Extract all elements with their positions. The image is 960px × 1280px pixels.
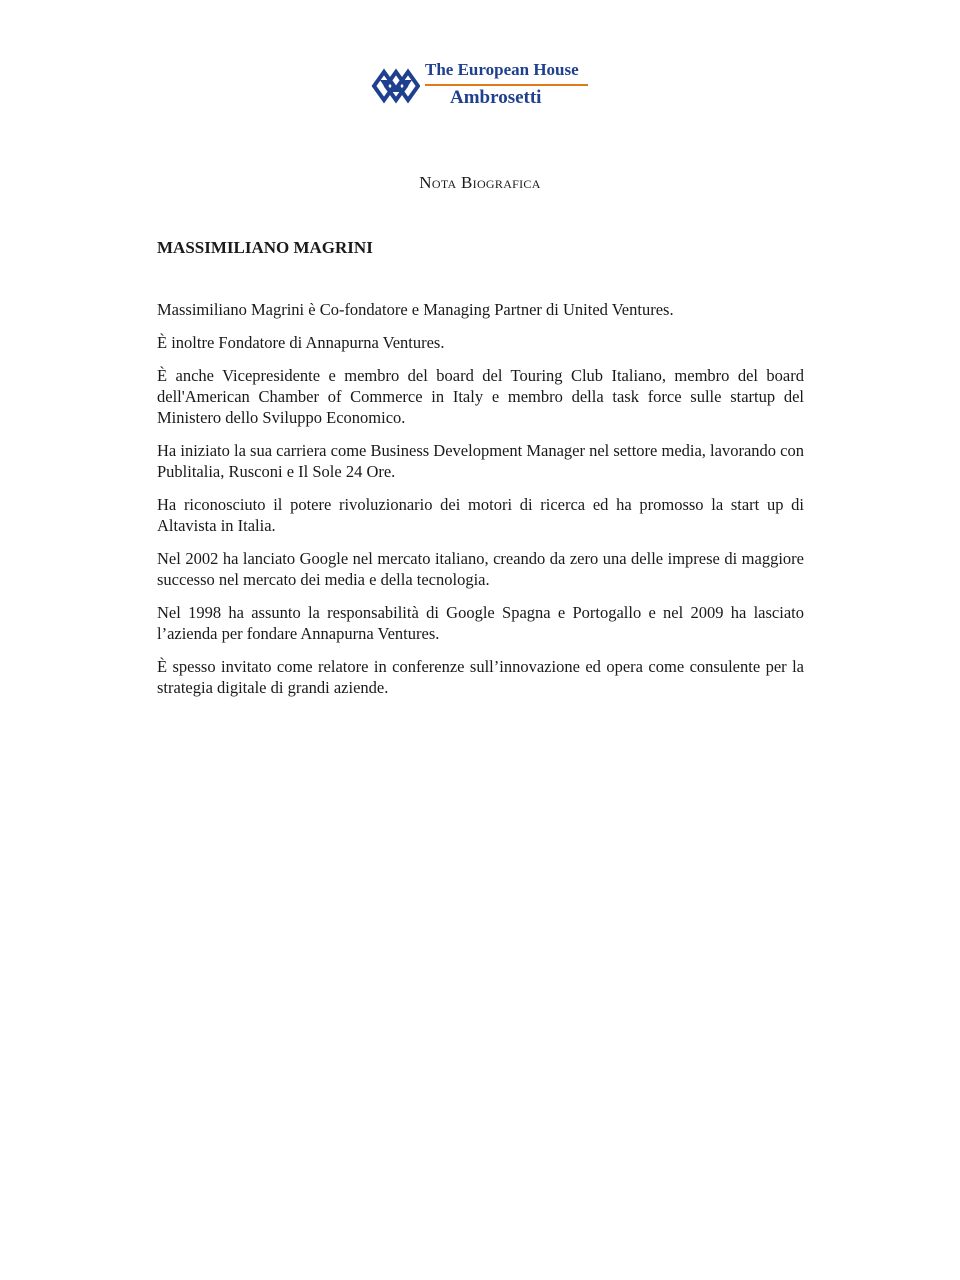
logo-divider (425, 84, 588, 86)
bio-paragraph: Nel 1998 ha assunto la responsabilità di Google Spagna e Portogallo e nel 2009 ha lasciato l’azienda per fondare Annapurna Ventures. (157, 603, 804, 643)
document-title: Nota Biografica (419, 173, 541, 192)
bio-paragraph: Massimiliano Magrini è Co-fondatore e Managing Partner di United Ventures. (157, 300, 674, 319)
company-logo (370, 60, 600, 116)
person-name-heading: MASSIMILIANO MAGRINI (157, 238, 373, 257)
bio-paragraph: È anche Vicepresidente e membro del board del Touring Club Italiano, membro del board dell'American Chamber of Commerce in Italy e membro della task force sulle startup del Ministero dello Sviluppo Economico. (157, 366, 804, 427)
bio-paragraph: Nel 2002 ha lanciato Google nel mercato italiano, creando da zero una delle imprese di maggiore successo nel mercato dei media e della tecnologia. (157, 549, 804, 589)
interlocking-rhombus-logo-icon (370, 64, 420, 108)
bio-paragraph: Ha riconosciuto il potere rivoluzionario dei motori di ricerca ed ha promosso la start up di Altavista in Italia. (157, 495, 804, 535)
logo-text-top: The European House (425, 60, 579, 79)
bio-paragraph: È spesso invitato come relatore in conferenze sull’innovazione ed opera come consulente per la strategia digitale di grandi aziende. (157, 657, 804, 697)
bio-paragraph: È inoltre Fondatore di Annapurna Ventures. (157, 333, 445, 352)
biography-body (157, 299, 804, 710)
bio-paragraph: Ha iniziato la sua carriera come Business Development Manager nel settore media, lavorando con Publitalia, Rusconi e Il Sole 24 Ore. (157, 441, 804, 481)
logo-text-bottom: Ambrosetti (450, 87, 542, 108)
